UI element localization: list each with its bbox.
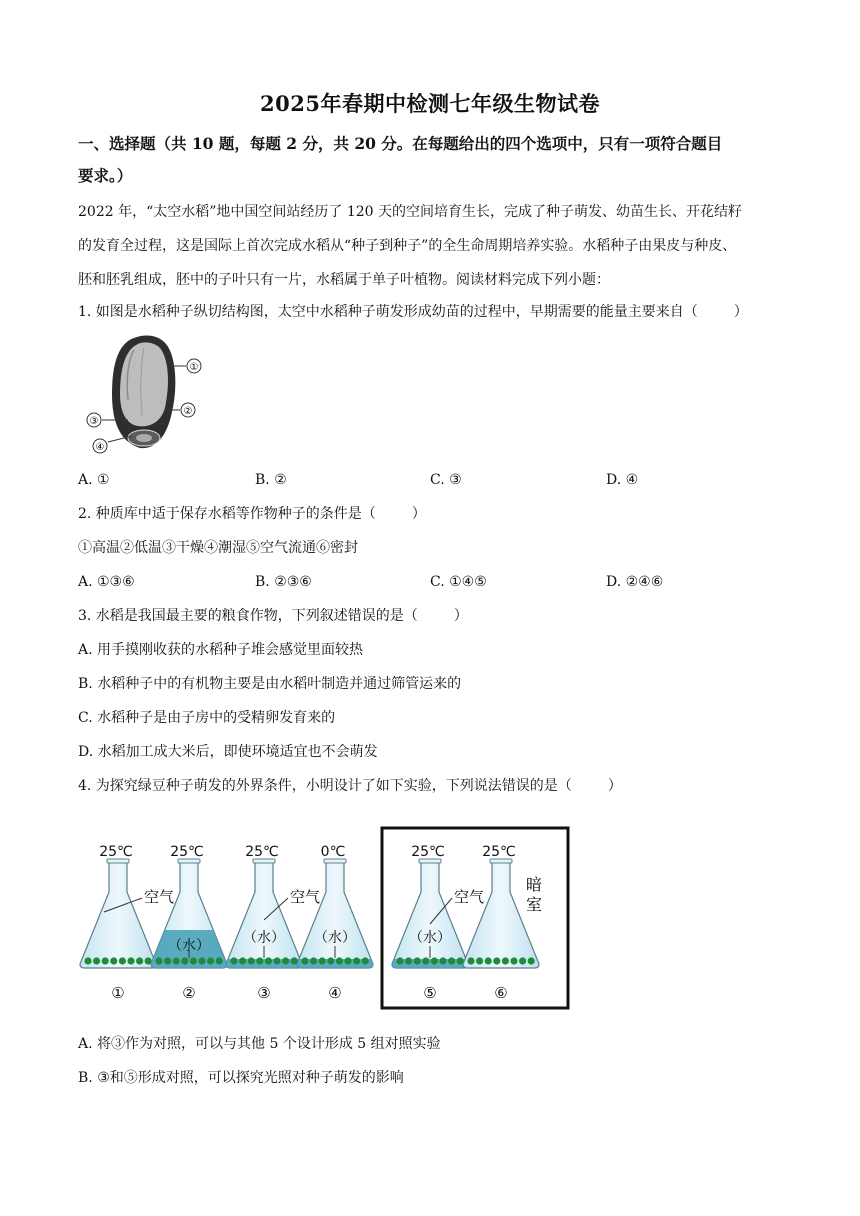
- seed-6-5: [502, 957, 509, 964]
- seed-3-7: [282, 957, 289, 964]
- seed-6-4: [493, 957, 500, 964]
- seed-3-5: [265, 957, 272, 964]
- seed-4-6: [344, 957, 351, 964]
- flask-1: [80, 862, 156, 968]
- q1-option-a[interactable]: A. ①: [78, 472, 110, 488]
- seed-4-1: [301, 957, 308, 964]
- q4-option-a[interactable]: A. 将③作为对照，可以与其他 5 个设计形成 5 组对照实验: [78, 1036, 441, 1052]
- material-line-2: 的发育全过程，这是国际上首次完成水稻从“种子到种子”的全生命周期培养实验。水稻种子由果皮与种皮、: [78, 238, 737, 254]
- air-label-1: 空气: [144, 888, 175, 906]
- seed-1-5: [119, 957, 126, 964]
- flask-number-6: ⑥: [494, 984, 508, 1002]
- seed-2-6: [198, 957, 205, 964]
- flask-experiment-figure: [78, 826, 578, 1012]
- seed-2-1: [155, 957, 162, 964]
- seed-2-3: [173, 957, 180, 964]
- question-2-stem: [78, 504, 788, 524]
- seed-5-4: [422, 957, 429, 964]
- q1-option-b[interactable]: B. ②: [255, 472, 287, 488]
- water-label-2: （水）: [168, 938, 210, 954]
- seed-5-7: [448, 957, 455, 964]
- question-4-stem: [78, 776, 788, 796]
- seed-label-4: ④: [95, 442, 105, 453]
- q2-option-a[interactable]: A. ①③⑥: [78, 574, 135, 590]
- dark-room-label-1: 暗: [526, 875, 543, 894]
- flask-number-1: ①: [111, 984, 125, 1002]
- seed-label-3: ③: [89, 416, 99, 427]
- seed-6-3: [485, 957, 492, 964]
- seed-4-5: [336, 957, 343, 964]
- temp-label-6: 25℃: [482, 844, 516, 860]
- question-2-close: ）: [411, 506, 426, 522]
- question-1-stem-text: 1. 如图是水稻种子纵切结构图，太空中水稻种子萌发形成幼苗的过程中，早期需要的能量主要来自（: [78, 304, 698, 320]
- seed-6-2: [476, 957, 483, 964]
- seed-3-3: [248, 957, 255, 964]
- air-label-3: 空气: [454, 888, 485, 906]
- seed-6-6: [510, 957, 517, 964]
- q3-option-a[interactable]: A. 用手摸刚收获的水稻种子堆会感觉里面较热: [78, 642, 364, 658]
- seed-3-4: [256, 957, 263, 964]
- q2-option-d[interactable]: D. ②④⑥: [606, 574, 664, 590]
- seed-2-8: [216, 957, 223, 964]
- dark-room-label-2: 室: [526, 895, 543, 914]
- seed-2-7: [207, 957, 214, 964]
- water-label-3: （水）: [243, 930, 285, 946]
- seed-4-7: [353, 957, 360, 964]
- water-label-4: （水）: [314, 930, 356, 946]
- temp-label-5: 25℃: [411, 844, 445, 860]
- flask-number-3: ③: [257, 984, 271, 1002]
- material-line-1: 2022 年，“太空水稻”地中国空间站经历了 120 天的空间培育生长，完成了种子萌发、幼苗生长、开花结籽: [78, 204, 743, 220]
- question-2-conditions: ①高温②低温③干燥④潮湿⑤空气流通⑥密封: [78, 540, 358, 556]
- seed-1-4: [110, 957, 117, 964]
- page-title: 2025年春期中检测七年级生物试卷: [260, 91, 600, 116]
- q2-option-c[interactable]: C. ①④⑤: [430, 574, 487, 590]
- seed-2-2: [164, 957, 171, 964]
- q3-option-b[interactable]: B. 水稻种子中的有机物主要是由水稻叶制造并通过筛管运来的: [78, 676, 462, 692]
- seed-6-1: [467, 957, 474, 964]
- seed-1-2: [93, 957, 100, 964]
- seed-1-6: [127, 957, 134, 964]
- seed-5-3: [414, 957, 421, 964]
- temp-label-2: 25℃: [170, 844, 204, 860]
- flask-number-5: ⑤: [423, 984, 437, 1002]
- water-label-5: （水）: [409, 930, 451, 946]
- seed-2-4: [181, 957, 188, 964]
- q4-option-b[interactable]: B. ③和⑤形成对照，可以探究光照对种子萌发的影响: [78, 1070, 404, 1086]
- question-2-stem-text: 2. 种质库中适于保存水稻等作物种子的条件是（: [78, 506, 376, 522]
- question-3-stem: [78, 606, 788, 626]
- question-1-close: ）: [733, 304, 748, 320]
- seed-1-7: [136, 957, 143, 964]
- q3-option-c[interactable]: C. 水稻种子是由子房中的受精卵发育来的: [78, 710, 336, 726]
- rice-seed-figure: [82, 330, 212, 458]
- q2-option-b[interactable]: B. ②③⑥: [255, 574, 312, 590]
- question-4-close: ）: [607, 778, 622, 794]
- material-line-3: 胚和胚乳组成，胚中的子叶只有一片，水稻属于单子叶植物。阅读材料完成下列小题：: [78, 272, 610, 288]
- q1-option-d[interactable]: D. ④: [606, 472, 639, 488]
- question-1-stem: [78, 302, 788, 322]
- seed-5-5: [431, 957, 438, 964]
- q3-option-d[interactable]: D. 水稻加工成大米后，即使环境适宜也不会萌发: [78, 744, 378, 760]
- seed-4-8: [362, 957, 369, 964]
- temp-label-4: 0℃: [320, 844, 346, 860]
- seed-label-2: ②: [183, 406, 193, 417]
- flask-number-4: ④: [328, 984, 342, 1002]
- question-3-stem-text: 3. 水稻是我国最主要的粮食作物，下列叙述错误的是（: [78, 608, 418, 624]
- seed-6-7: [519, 957, 526, 964]
- seed-2-5: [190, 957, 197, 964]
- temp-label-3: 25℃: [245, 844, 279, 860]
- seed-3-1: [230, 957, 237, 964]
- question-4-stem-text: 4. 为探究绿豆种子萌发的外界条件，小明设计了如下实验，下列说法错误的是（: [78, 778, 572, 794]
- seed-label-1: ①: [189, 362, 199, 373]
- seed-5-6: [439, 957, 446, 964]
- seed-6-8: [528, 957, 535, 964]
- question-3-close: ）: [453, 608, 468, 624]
- seed-4-4: [327, 957, 334, 964]
- seed-5-2: [405, 957, 412, 964]
- q1-option-c[interactable]: C. ③: [430, 472, 462, 488]
- seed-4-2: [310, 957, 317, 964]
- seed-3-6: [273, 957, 280, 964]
- flask-number-2: ②: [182, 984, 196, 1002]
- section-heading-line2: 要求。）: [78, 166, 133, 185]
- seed-4-3: [319, 957, 326, 964]
- seed-1-1: [84, 957, 91, 964]
- seed-1-3: [102, 957, 109, 964]
- temp-label-1: 25℃: [99, 844, 133, 860]
- seed-3-2: [239, 957, 246, 964]
- seed-5-1: [396, 957, 403, 964]
- section-heading-line1: 一、选择题（共 10 题，每题 2 分，共 20 分。在每题给出的四个选项中，只有一项符合题目: [78, 134, 723, 153]
- air-label-2: 空气: [290, 888, 321, 906]
